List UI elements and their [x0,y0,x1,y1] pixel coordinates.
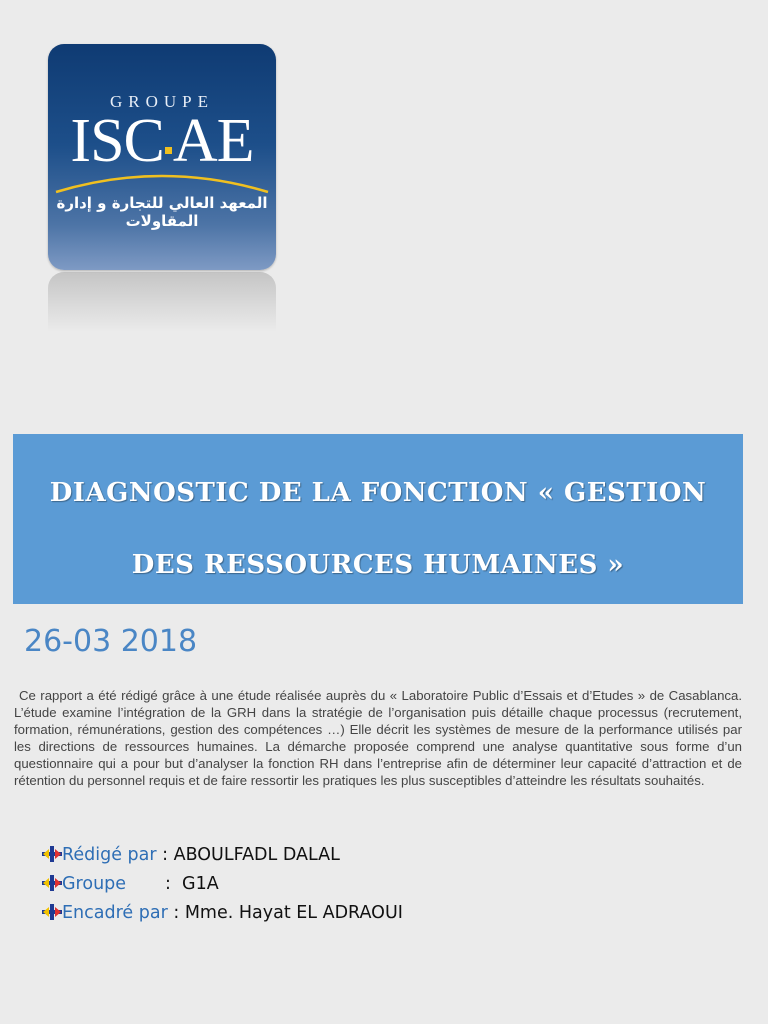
info-value: Mme. Hayat EL ADRAOUI [184,903,403,923]
info-label: Groupe [62,874,127,894]
logo-dot [165,147,172,154]
arrow-bullet-icon [42,846,62,862]
info-value: ABOULFADL DALAL [173,845,340,865]
title-line-1: DIAGNOSTIC DE LA FONCTION « GESTION [49,478,707,508]
info-separator: : [156,845,174,865]
info-row-group [42,872,403,901]
title-line-2: DES RESSOURCES HUMAINES » [131,550,625,580]
info-separator: : [126,874,183,894]
info-value: G1A [182,874,219,894]
info-row-supervisor [42,901,403,930]
logo-groupe-text: GROUPE [109,92,214,111]
logo-reflection [48,272,276,332]
abstract-paragraph: Ce rapport a été rédigé grâce à une étude réalisée auprès du « Laboratoire Public d’Essais et d’Etudes » de Casablanca. L’étude examine l’intégration de la GRH dans la stratégie de l’organisation puis détaille chaque processus (recrutement, formation, rémunérations, gestion des compétences …) Elle décrit les systèmes de mesure de la performance utilisés par les directions de ressources humaines. La démarche proposée comprend une analyse quantitative sous forme d’un questionnaire qui a pour but d’analyser la fonction RH dans l’entreprise afin de déterminer leur capacité d’attraction et de rétention du personnel requis et de faire ressortir les pratiques les plus susceptibles d’atteindre les résultats souhaités. [14,688,742,788]
info-row-author [42,843,403,872]
iscae-logo [48,44,276,270]
logo-iscae-text: ISC AE [70,107,254,175]
info-separator: : [167,903,185,923]
logo-arabic-text: المعهد العالي للتجارة و إدارة المقاولات [56,194,268,230]
arrow-bullet-icon [42,875,62,891]
title-banner [13,434,743,604]
author-info [42,843,403,930]
document-date: 26-03 2018 [24,624,198,659]
info-label: Rédigé par [62,845,157,865]
arrow-bullet-icon [42,904,62,920]
info-label: Encadré par [62,903,168,923]
